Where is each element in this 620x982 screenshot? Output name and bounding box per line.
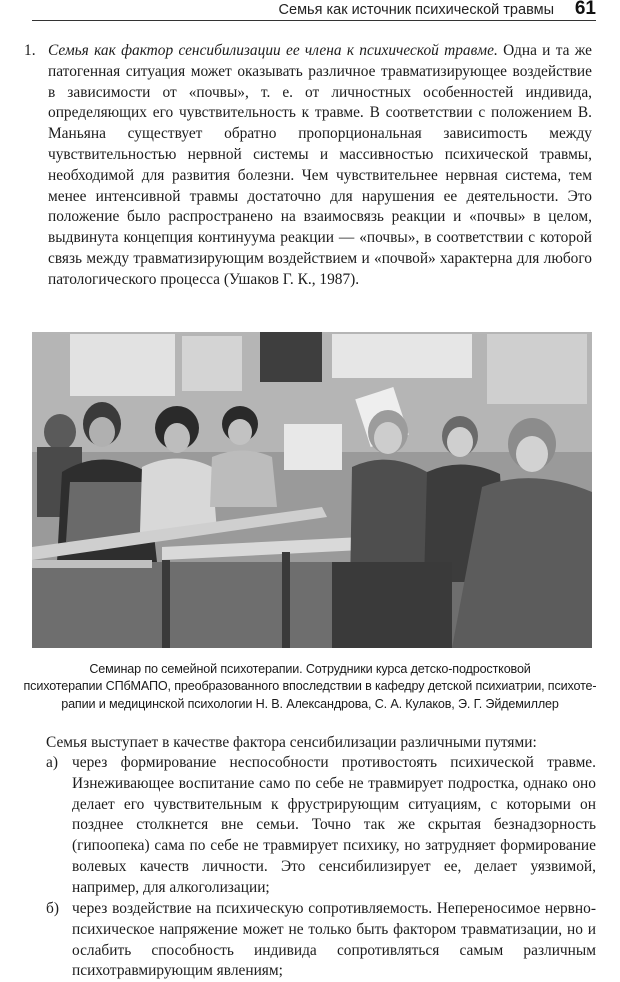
seminar-photo	[32, 332, 592, 648]
paragraph-text	[48, 41, 592, 291]
list-item-text: через воздействие на психическую сопротивляемость. Непереносимое нервно-психическое напряжение может не только быть фактором травматизации, но и ослабить способность индивида сопротивляться самым различным психотравмирующим явлениям;	[72, 900, 596, 980]
seminar-photo-image	[32, 332, 592, 648]
list-marker: б)	[46, 900, 59, 917]
numbered-paragraph-1	[24, 41, 592, 291]
caption-line: Семинар по семейной психотерапии. Сотрудники курса детско-подростковой	[89, 662, 531, 676]
list-intro: Семья выступает в качестве фактора сенсибилизации различными путями:	[46, 734, 537, 751]
paragraph-italic-title: Семья как фактор сенсибилизации ее члена к психической травме.	[48, 42, 498, 59]
list-item	[46, 753, 596, 899]
page-number: 61	[574, 0, 596, 19]
paragraph-body: Одна и та же патогенная ситуация может оказывать различное травматизирующее воздействие в зависимости от «почвы», т. е. от личностных особенностей индивида, определяющих его чувствительность к травме. В соответствии с положением В. Маньяна существует обратно пропорциональная зависиmость между чувствительностью нервной системы и массивностью психической травмы, необходимой для развития болезни. Чем чувствительнее нервная система, тем менее интенсивной травмы достаточно для нарушения ее деятельности. Это положение было распространено на взаимосвязь реакции и «почвы» в целом, выдвинута концепция континуума реакции — «почвы», в соответствии с которой связь между травматизирующим воздействием и «почвой» характерна для любого патологического процесса (Ушаков Г. К., 1987).	[48, 42, 592, 288]
caption-line: психотерапии СПбМАПО, преобразованного впоследствии в кафедру детской психиатрии, психоте-	[23, 679, 597, 694]
running-header-title: Семья как источник психической травмы	[278, 2, 554, 18]
list-marker: а)	[46, 754, 58, 771]
paragraph-number: 1.	[24, 42, 36, 59]
running-header	[32, 0, 596, 21]
list-item	[46, 899, 596, 982]
photo-caption	[20, 661, 600, 713]
list-item-text: через формирование неспособности противостоять психической травме. Изнеживающее воспитание само по себе не травмирует подростка, однако оно делает его чувствительным к фрустрирующим ситуациям, с которыми он позднее столкнется вне семьи. Точно так же скрытая безнадзорность (гипоопека) сама по себе не травмирует психику, но затрудняет формирование волевых качеств личности. Это сенсибилизирует ее, делает уязвимой, например, для алкоголизации;	[72, 754, 596, 896]
caption-line: рапии и медицинской психологии Н. В. Александрова, С. А. Кулаков, Э. Г. Эйдемиллер	[61, 696, 559, 711]
